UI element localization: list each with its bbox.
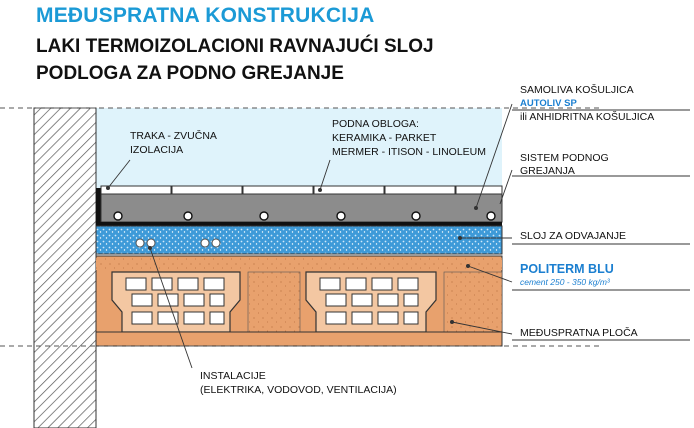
label-podna-2: KERAMIKA - PARKET	[332, 132, 437, 144]
legend-anhidrit: ili ANHIDRITNA KOŠULJICA	[520, 111, 655, 123]
label-instalacije-2: (ELEKTRIKA, VODOVOD, VENTILACIJA)	[200, 384, 397, 396]
legend-politerm: POLITERM BLU	[520, 262, 614, 276]
legend-ploca: MEĐUSPRATNA PLOČA	[520, 327, 638, 339]
label-traka-2: IZOLACIJA	[130, 144, 184, 156]
legend-sistem-1: SISTEM PODNOG	[520, 152, 609, 164]
label-traka-1: TRAKA - ZVUČNA	[130, 130, 217, 142]
legend-sistem-2: GREJANJA	[520, 165, 575, 177]
wall-section	[34, 108, 96, 428]
legend-cement: cement 250 - 350 kg/m³	[520, 277, 610, 287]
politerm-layer	[96, 226, 502, 254]
slab-bottom	[96, 332, 502, 346]
page-title: MEĐUSPRATNA KONSTRUKCIJA	[36, 4, 375, 27]
legend-odvajanje: SLOJ ZA ODVAJANJE	[520, 230, 626, 242]
label-podna-3: MERMER - ITISON - LINOLEUM	[332, 146, 487, 158]
floor-tiles	[101, 186, 502, 194]
subtitle-line-1: LAKI TERMOIZOLACIONI RAVNAJUĆI SLOJ	[36, 36, 434, 57]
screed-layer	[101, 194, 502, 222]
subtitle-line-2: PODLOGA ZA PODNO GREJANJE	[36, 63, 344, 84]
brick-block-2	[306, 272, 436, 332]
legend-autoliv: AUTOLIV SP	[520, 98, 577, 109]
separation-layer	[96, 222, 502, 226]
legend-samoliva: SAMOLIVA KOŠULJICA	[520, 84, 634, 96]
label-podna-1: PODNA OBLOGA:	[332, 118, 419, 130]
label-instalacije-1: INSTALACIJE	[200, 370, 266, 382]
concrete-beam	[248, 272, 300, 332]
